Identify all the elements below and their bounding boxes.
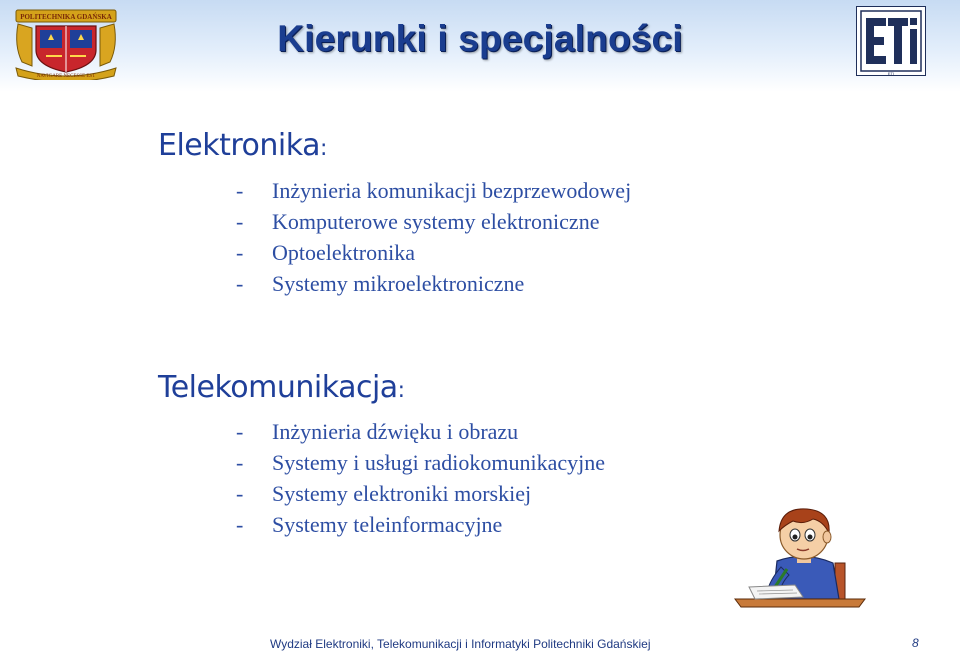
list-item-text: Komputerowe systemy elektroniczne	[272, 209, 600, 234]
list-item	[236, 237, 631, 268]
list-item	[236, 206, 631, 237]
page-number: 8	[912, 636, 919, 650]
bullet-dash: -	[236, 178, 244, 203]
bullet-dash: -	[236, 271, 244, 296]
bullet-dash: -	[236, 209, 244, 234]
list-item	[236, 509, 605, 540]
heading-colon: :	[320, 136, 327, 161]
bullet-dash: -	[236, 240, 244, 265]
crest-label: POLITECHNIKA GDAŃSKA	[20, 13, 112, 21]
heading-colon: :	[397, 378, 405, 403]
eti-logo	[856, 6, 926, 76]
elektronika-list	[236, 175, 631, 299]
bullet-dash: -	[236, 512, 244, 537]
slide-title: Kierunki i specjalności	[277, 18, 683, 59]
student-writing-illustration	[715, 503, 889, 611]
list-item-text: Systemy i usługi radiokomunikacyjne	[272, 450, 606, 475]
section-heading-elektronika	[158, 128, 327, 163]
list-item	[236, 416, 605, 447]
list-item-text: Systemy teleinformacyjne	[272, 512, 503, 537]
list-item	[236, 478, 605, 509]
list-item	[236, 268, 631, 299]
slide-header	[0, 0, 960, 92]
list-item-text: Inżynieria komunikacji bezprzewodowej	[272, 178, 632, 203]
bullet-dash: -	[236, 481, 244, 506]
list-item-text: Optoelektronika	[272, 240, 415, 265]
bullet-dash: -	[236, 419, 244, 444]
list-item-text: Inżynieria dźwięku i obrazu	[272, 419, 519, 444]
list-item	[236, 175, 631, 206]
telekomunikacja-list	[236, 416, 605, 540]
list-item-text: Systemy mikroelektroniczne	[272, 271, 525, 296]
section-heading-text: Elektronika	[158, 128, 320, 163]
section-heading-telekomunikacja	[158, 370, 405, 405]
list-item	[236, 447, 605, 478]
list-item-text: Systemy elektroniki morskiej	[272, 481, 532, 506]
crest-motto: NAVIGARE NECESSE EST	[36, 74, 96, 79]
footer-text: Wydział Elektroniki, Telekomunikacji i Informatyki Politechniki Gdańskiej	[270, 637, 651, 651]
eti-logo-text: ETI	[887, 71, 895, 76]
bullet-dash: -	[236, 450, 244, 475]
section-heading-text: Telekomunikacja	[158, 370, 398, 405]
